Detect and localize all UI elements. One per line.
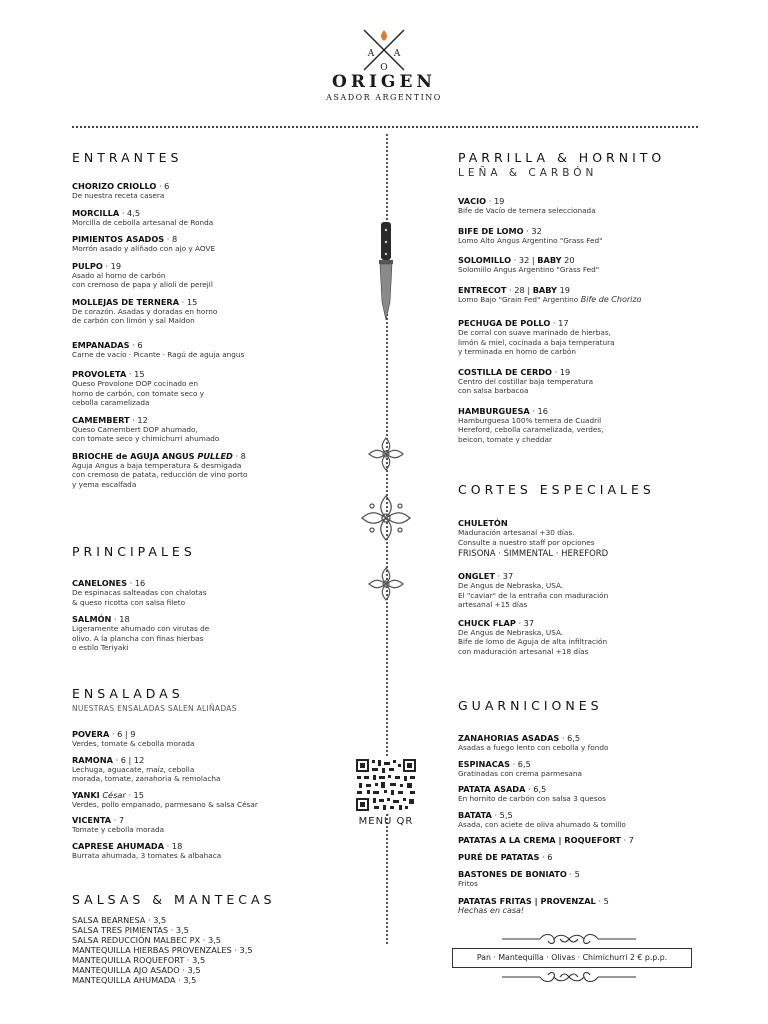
item-desc: horno de carbón, con tomate seco y	[72, 388, 205, 398]
item-name: CAPRESE AHUMADA	[72, 840, 165, 851]
menu-item	[72, 232, 362, 254]
item-desc: con cremoso de papa y alioli de perejil	[72, 280, 213, 289]
menu-item	[458, 365, 708, 396]
item-name: ENTRECOT	[458, 284, 507, 295]
item-price: · 6,5	[509, 758, 531, 769]
menu-item	[72, 449, 362, 490]
item-price: · 7	[620, 835, 634, 845]
item-name: EMPANADAS	[72, 339, 130, 350]
sauce-item: MANTEQUILLA HIERBAS PROVENZALES · 3,5	[72, 945, 253, 955]
menu-item	[458, 569, 708, 610]
sauce-item: SALSA REDUCCIÓN MALBEC PX · 3,5	[72, 935, 221, 945]
menu-item	[458, 894, 708, 916]
item-name: BASTONES DE BONIATO	[458, 869, 567, 879]
section-title-ensaladas: ENSALADAS	[72, 686, 184, 701]
section-title-guarniciones: GUARNICIONES	[458, 698, 603, 713]
item-price: · 15	[179, 296, 198, 307]
item-price: · 5	[595, 895, 609, 906]
item-desc: con tomate seco y chimichurri ahumado	[72, 434, 220, 443]
item-name: YANKI	[72, 789, 100, 800]
ornament-small-icon	[367, 436, 405, 472]
menu-item	[458, 850, 708, 862]
item-desc: Tomate y cebolla morada	[72, 825, 165, 834]
bread-box: Pan · Mantequilla · Olivas · Chimichurri 2 € p.p.p.	[452, 948, 692, 968]
item-desc: Asada, con aciete de oliva ahumado & tomillo	[458, 819, 626, 829]
item-name: SALMÓN	[72, 614, 112, 624]
item-name: BIFE DE LOMO	[458, 225, 524, 236]
item-name: POVERA	[72, 729, 110, 739]
item-price: · 15	[126, 369, 145, 379]
item-name: PATATA ASADA	[458, 784, 526, 794]
sauce-item: SALSA BEARNESA · 3,5	[72, 915, 167, 925]
item-desc-italic: Bife de Chorizo	[578, 294, 642, 304]
item-price: · 19	[102, 260, 122, 271]
header-logo	[0, 26, 768, 102]
menu-item	[458, 757, 708, 779]
item-desc: Hamburguesa 100% ternera de Cuadril	[458, 415, 602, 425]
item-name: VICENTA	[72, 815, 112, 825]
item-price: · 17	[550, 318, 569, 328]
menu-item	[458, 808, 708, 830]
knife-icon	[373, 222, 399, 322]
menu-item	[458, 316, 708, 357]
item-price: · 4,5	[119, 207, 141, 218]
item-price: · 8	[164, 234, 178, 244]
item-desc: con salsa barbacoa	[458, 386, 529, 395]
item-name: BRIOCHE de AGUJA ANGUS	[72, 450, 195, 461]
item-name: MORCILLA	[72, 207, 120, 218]
item-desc: Lechuga, aguacate, maíz, cebolla	[72, 764, 195, 774]
item-price: · 32 |	[511, 255, 538, 265]
menu-item	[458, 782, 708, 804]
section-salsas	[72, 892, 362, 985]
item-desc: Solomillo Angus Argentino "Grass Fed"	[458, 265, 600, 274]
item-name-extra: César	[99, 789, 126, 800]
item-name: RAMONA	[72, 754, 113, 765]
item-desc: De corral con suave marinado de hierbas,	[458, 328, 611, 337]
logo-letter-bottom: O	[380, 63, 388, 72]
menu-item	[458, 616, 708, 657]
item-desc: De corazón. Asadas y doradas en horno	[72, 306, 218, 316]
item-name: ZANAHORIAS ASADAS	[458, 733, 560, 743]
item-price: · 19	[486, 196, 505, 206]
item-price: · 18	[111, 614, 130, 624]
item-name-baby: BABY	[532, 284, 557, 295]
header-divider	[72, 126, 698, 130]
item-name: CAMEMBERT	[72, 414, 130, 425]
logo-letter-left: A	[367, 49, 375, 59]
sauce-item: MANTEQUILLA AHUMADA · 3,5	[72, 975, 197, 985]
menu-item	[72, 179, 362, 201]
item-desc: Verdes, tomate & cebolla morada	[72, 739, 195, 748]
qr-code-icon[interactable]	[355, 758, 417, 812]
section-title-parrilla: PARRILLA & HORNITO	[458, 150, 666, 165]
item-desc: Maduración artesanal +30 días.	[458, 528, 575, 537]
item-price: · 32	[523, 225, 542, 236]
item-desc: Consulte a nuestro staff por opciones	[458, 537, 595, 547]
menu-item	[458, 224, 708, 246]
menu-item	[72, 338, 362, 360]
menu-item	[72, 206, 362, 228]
item-desc: y yema escalfada	[72, 479, 137, 489]
item-name: PROVOLETA	[72, 369, 127, 379]
breed-list: FRISONA · SIMMENTAL · HEREFORD	[458, 549, 609, 559]
item-desc: artesanal +15 días	[458, 600, 528, 609]
menu-item	[458, 253, 708, 275]
item-price: · 5,5	[491, 809, 513, 820]
item-desc: Lomo Bajo "Grain Fed" Argentino Bife de Chorizo	[458, 294, 642, 304]
item-desc: Gratinadas con crema parmesana	[458, 768, 582, 778]
ornament-small-icon	[367, 566, 405, 602]
item-desc: Bife de Vacío de ternera seleccionada	[458, 206, 596, 215]
section-subtitle-parrilla: LEÑA & CARBÓN	[458, 167, 598, 179]
menu-item	[72, 753, 362, 784]
sauce-item: MANTEQUILLA ROQUEFORT · 3,5	[72, 955, 206, 965]
item-name: PIMIENTOS ASADOS	[72, 234, 165, 244]
menu-item	[72, 612, 362, 653]
item-name: BATATA	[458, 809, 492, 820]
item-desc: De Angus de Nebraska, USA.	[458, 581, 564, 590]
item-name: VACIO	[458, 196, 487, 206]
menu-item	[458, 867, 708, 889]
item-price: · 37	[494, 571, 514, 581]
item-desc: beicon, tomate y cheddar	[458, 434, 552, 444]
sauce-item: MANTEQUILLA AJO ASADO · 3,5	[72, 965, 201, 975]
item-desc: y terminada en horno de carbón	[458, 347, 576, 356]
menu-item	[72, 727, 362, 749]
item-name: CHORIZO CRIOLLO	[72, 181, 157, 191]
item-name: ONGLET	[458, 571, 495, 581]
section-guarniciones	[458, 698, 708, 915]
item-desc: Centro del costillar baja temperatura	[458, 376, 594, 386]
item-desc: Ligeramente ahumado con virutas de	[72, 624, 210, 633]
item-desc-italic: Hechas en casa!	[458, 905, 525, 915]
flourish-bottom-icon	[500, 970, 638, 984]
item-price: · 6,5	[559, 733, 581, 743]
brand-tagline: ASADOR ARGENTINO	[326, 93, 442, 102]
item-price: · 28 |	[506, 284, 533, 295]
item-desc: Fritos	[458, 879, 478, 888]
item-name: ESPINACAS	[458, 758, 510, 769]
item-desc: Queso Camembert DOP ahumado,	[72, 424, 198, 434]
menu-item	[458, 194, 708, 216]
item-desc: Morrón asado y aliñado con ajo y AOVE	[72, 244, 216, 253]
item-desc: En hornito de carbón con salsa 3 quesos	[458, 794, 606, 803]
item-desc: o estilo Teriyaki	[72, 643, 129, 652]
item-desc: de carbón con limón y sal Maldon	[72, 316, 195, 325]
section-title-salsas: SALSAS & MANTECAS	[72, 892, 276, 907]
item-desc: El "caviar" de la entraña con maduración	[458, 590, 609, 600]
item-price: · 5	[566, 869, 580, 879]
menu-item	[72, 367, 362, 408]
item-price: · 15	[125, 789, 144, 800]
flourish-top-icon	[500, 932, 638, 946]
item-name: CANELONES	[72, 578, 128, 588]
item-desc: De nuestra receta casera	[72, 191, 165, 200]
item-price: · 16	[529, 405, 548, 416]
ornament-large-icon	[360, 494, 412, 542]
item-name: PATATAS A LA CREMA | ROQUEFORT	[458, 835, 621, 845]
item-name: PULPO	[72, 260, 103, 271]
item-price: · 19	[552, 366, 571, 377]
item-name-baby: BABY	[537, 255, 562, 265]
item-desc: De Angus de Nebraska, USA.	[458, 627, 564, 637]
item-desc: Verdes, pollo empanado, parmesano & salsa César	[72, 799, 258, 809]
menu-item	[458, 516, 708, 559]
section-principales	[72, 544, 362, 653]
logo-letter-right: A	[393, 49, 401, 59]
item-name: HAMBURGUESA	[458, 405, 530, 416]
menu-item	[72, 259, 362, 290]
item-price: · 8	[232, 450, 246, 461]
section-title-principales: PRINCIPALES	[72, 544, 196, 559]
section-parrilla	[458, 150, 708, 444]
item-desc: Bife de lomo de Aguja de alta infiltración	[458, 637, 608, 646]
menu-item	[72, 413, 362, 444]
menu-item	[458, 833, 708, 845]
section-title-cortes: CORTES ESPECIALES	[458, 482, 655, 497]
menu-item	[458, 404, 708, 445]
item-name: CHUCK FLAP	[458, 617, 516, 628]
item-desc: morada, tomate, zanahoria & remolacha	[72, 774, 221, 783]
item-price: · 12	[129, 414, 148, 425]
item-desc: con maduración artesanal +18 días	[458, 646, 589, 656]
item-name: CHULETÓN	[458, 518, 508, 528]
item-desc: Queso Provolone DOP cocinado en	[72, 379, 198, 388]
menu-item	[72, 813, 362, 835]
menu-item	[458, 283, 708, 305]
menu-item	[72, 576, 362, 607]
item-desc: Burrata ahumada, 3 tomates & albahaca	[72, 850, 222, 860]
item-desc: & queso ricotta con salsa fileto	[72, 597, 186, 607]
item-price: · 37	[515, 617, 535, 628]
sauce-item: SALSA TRES PIMIENTAS · 3,5	[72, 925, 189, 935]
item-desc: Carne de vacío · Picante · Ragú de aguja angus	[72, 349, 245, 359]
item-price: · 16	[127, 578, 146, 588]
item-desc: olivo. A la plancha con finas hierbas	[72, 633, 204, 643]
crossed-sticks-logo-icon	[356, 26, 412, 72]
item-desc: Lomo Alto Angus Argentino "Grass Fed"	[458, 235, 603, 245]
item-name: PURÉ DE PATATAS	[458, 852, 540, 862]
qr-label: MENÚ QR	[358, 816, 414, 827]
item-price: · 6	[129, 339, 143, 350]
section-title-entrantes: ENTRANTES	[72, 150, 183, 165]
item-price-baby: 20	[561, 255, 575, 265]
item-desc: cebolla caramelizada	[72, 398, 150, 407]
brand-name: ORIGEN	[332, 72, 436, 92]
item-price-baby: 19	[557, 284, 571, 295]
item-desc: Asadas a fuego lento con cebolla y fondo	[458, 743, 609, 752]
menu-item	[458, 731, 708, 753]
left-column	[72, 150, 362, 489]
section-ensaladas	[72, 686, 362, 860]
item-price: · 6,5	[525, 784, 547, 794]
section-cortes	[458, 482, 708, 656]
item-name-italic: PULLED	[194, 450, 233, 461]
item-name: PECHUGA DE POLLO	[458, 318, 551, 328]
item-desc: limón & miel, cocinada a baja temperatura	[458, 337, 615, 347]
item-name: COSTILLA DE CERDO	[458, 366, 553, 377]
item-desc: De espinacas salteadas con chalotas	[72, 588, 207, 597]
item-price: · 6	[156, 181, 170, 191]
item-price: · 6 | 9	[109, 729, 136, 739]
section-subtitle-ensaladas: NUESTRAS ENSALADAS SALEN ALIÑADAS	[72, 704, 237, 713]
item-desc: Morcilla de cebolla artesanal de Ronda	[72, 217, 214, 227]
item-name: SOLOMILLO	[458, 255, 512, 265]
item-desc: Hereford, cebolla caramelizada, verdes,	[458, 425, 604, 434]
item-desc: con cremoso de patata, reducción de vino porto	[72, 470, 248, 479]
item-price: · 6	[539, 852, 553, 862]
item-name: PATATAS FRITAS | PROVENZAL	[458, 895, 596, 906]
item-desc: Aguja Angus a baja temperatura & desmigada	[72, 460, 242, 470]
menu-item	[72, 839, 362, 861]
menu-item	[72, 788, 362, 810]
item-price: · 18	[164, 840, 183, 851]
item-price: · 7	[111, 815, 125, 825]
item-desc: Asado al horno de carbón	[72, 270, 166, 280]
menu-item	[72, 295, 362, 326]
item-name: MOLLEJAS DE TERNERA	[72, 296, 180, 307]
item-price: · 6 | 12	[112, 754, 145, 765]
